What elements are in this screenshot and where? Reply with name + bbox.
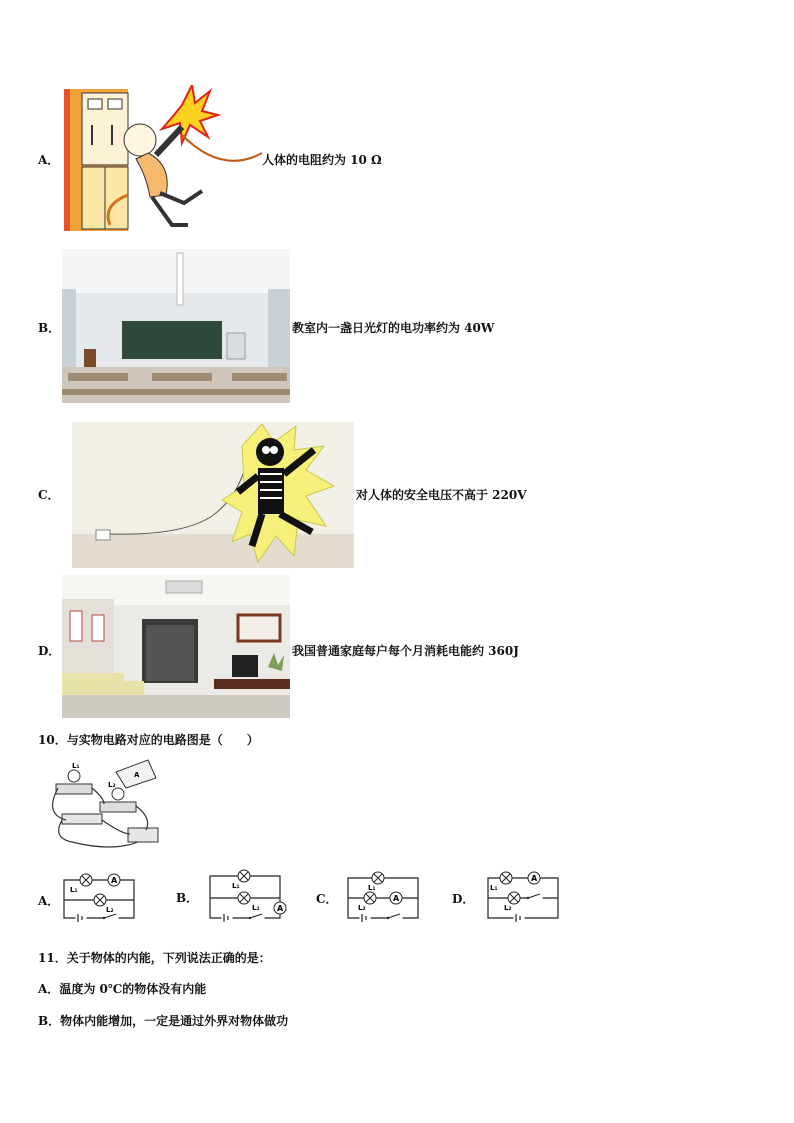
svg-text:L₁: L₁: [232, 882, 240, 890]
option-b-letter: B．: [38, 321, 61, 335]
svg-text:L₂: L₂: [504, 904, 512, 912]
q11-option-a-letter: A．: [38, 982, 60, 996]
skeleton-shock-illustration: [62, 416, 354, 568]
q11-option-a: [38, 980, 206, 997]
choice-a-letter: A．: [38, 894, 60, 908]
svg-text:L₁: L₁: [70, 886, 78, 894]
option-a-letter: A．: [38, 153, 60, 167]
circuit-diagram-d[interactable]: [484, 868, 564, 926]
svg-text:L₁: L₁: [490, 884, 498, 892]
choice-b-letter: B．: [176, 891, 199, 905]
question-11-stem: 11．关于物体的内能，下列说法正确的是：: [38, 951, 271, 965]
svg-text:L₂: L₂: [106, 906, 114, 914]
choice-c-letter: C．: [316, 892, 338, 906]
svg-text:A: A: [277, 904, 284, 913]
lamp2-label: L₂: [108, 781, 116, 789]
q11-option-b-letter: B．: [38, 1014, 61, 1028]
lamp1-label: L₁: [72, 762, 80, 770]
circuit-diagram-a[interactable]: [62, 870, 140, 928]
circuit-diagram-b[interactable]: [206, 868, 288, 926]
option-c-letter: C．: [38, 488, 60, 502]
option-c-text: 对人体的安全电压不高于 220V: [356, 488, 527, 502]
electric-shock-cartoon: [62, 85, 262, 235]
option-d-letter: D．: [38, 644, 61, 658]
circuit-diagram-c[interactable]: [344, 870, 424, 928]
choice-d-letter: D．: [452, 892, 475, 906]
svg-text:A: A: [393, 894, 400, 903]
option-a-text: 人体的电阻约为 10 Ω: [262, 153, 382, 167]
q11-option-b-text: 物体内能增加，一定是通过外界对物体做功: [60, 1014, 289, 1028]
option-b-text: 教室内一盏日光灯的电功率约为 40W: [292, 321, 495, 335]
living-room-photo: [62, 575, 290, 718]
svg-text:L₂: L₂: [252, 904, 260, 912]
option-d-text: 我国普通家庭每户每个月消耗电能约 360J: [292, 644, 519, 658]
physical-circuit-figure: [42, 758, 162, 852]
svg-text:L₂: L₂: [358, 904, 366, 912]
q11-option-b: [38, 1012, 288, 1029]
question-10-stem: 10．与实物电路对应的电路图是（ ）: [38, 733, 259, 747]
svg-text:A: A: [531, 874, 538, 883]
svg-text:L₁: L₁: [368, 884, 376, 892]
meter-label: A: [134, 771, 140, 779]
classroom-photo: [62, 249, 290, 403]
q11-option-a-text: 温度为 0℃的物体没有内能: [59, 982, 207, 996]
svg-text:A: A: [111, 876, 118, 885]
